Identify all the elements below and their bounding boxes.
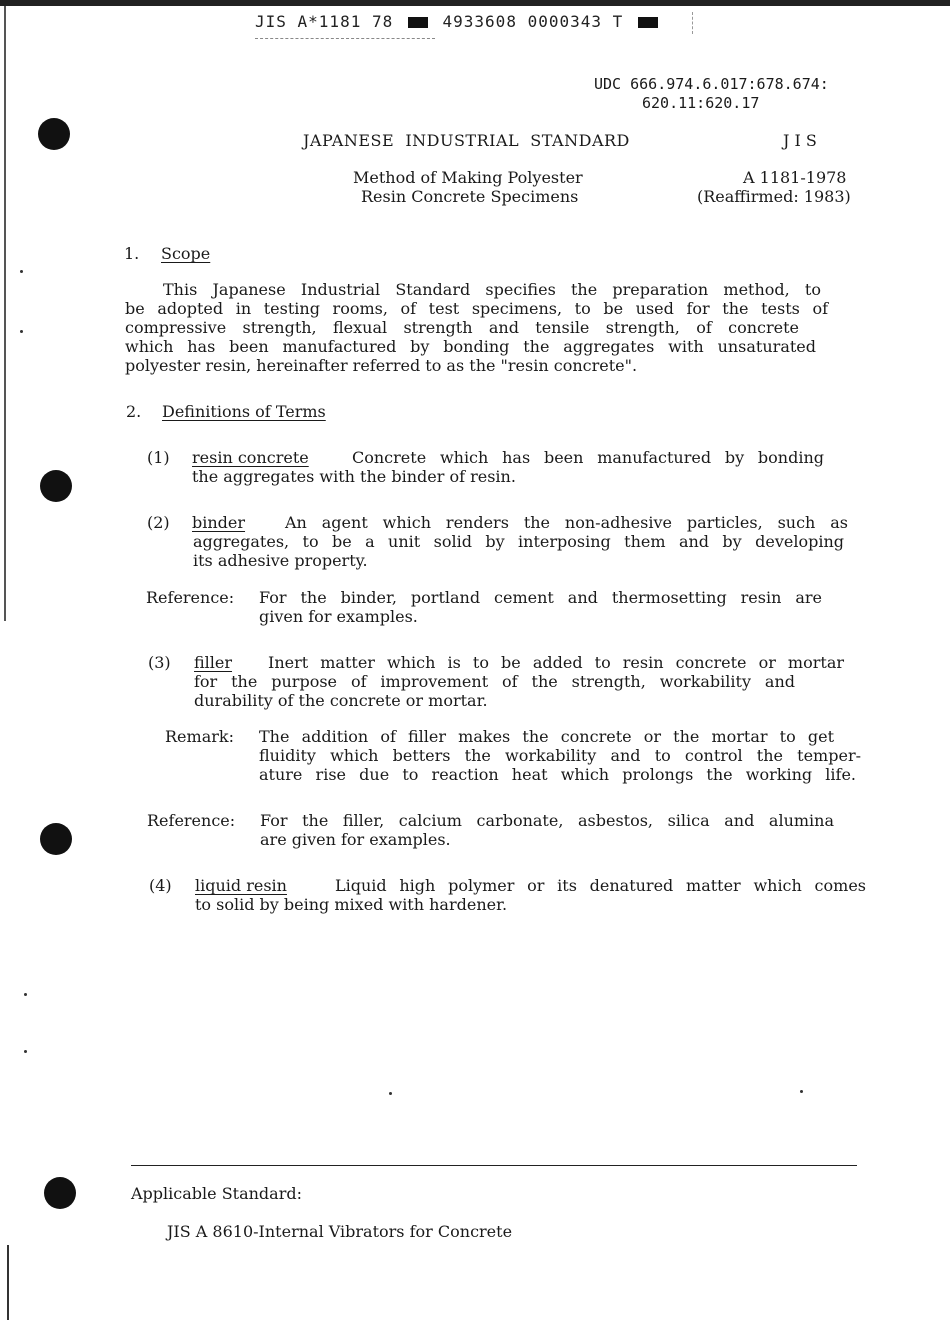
punch-hole xyxy=(38,118,70,150)
remark-text: ature rise due to reaction heat which prolongs the working life. xyxy=(259,765,856,784)
black-block-mark xyxy=(638,17,658,28)
def2-term: binder xyxy=(192,513,246,532)
def3-term: filler xyxy=(194,653,233,672)
scan-speck xyxy=(389,1092,392,1095)
applicable-standard-label: Applicable Standard: xyxy=(131,1184,302,1203)
scan-left-edge-bottom xyxy=(7,1245,9,1320)
def1-text: the aggregates with the binder of resin. xyxy=(192,467,516,486)
scope-line: which has been manufactured by bonding the aggregates with unsaturated xyxy=(125,337,816,356)
def1-text: Concrete which has been manufactured by bonding xyxy=(352,448,824,467)
def1-term: resin concrete xyxy=(192,448,309,467)
section1-heading: Scope xyxy=(161,244,211,263)
punch-hole xyxy=(40,470,72,502)
reference2-text: are given for examples. xyxy=(260,830,451,849)
standard-abbr: J I S xyxy=(783,131,817,150)
footer-divider xyxy=(131,1165,857,1166)
header-underline xyxy=(255,38,435,39)
def4-text: to solid by being mixed with hardener. xyxy=(195,895,508,914)
scan-speck xyxy=(20,270,23,273)
black-block-mark xyxy=(408,17,428,28)
section1-number: 1. xyxy=(124,244,140,263)
def1-number: (1) xyxy=(147,448,170,467)
reference2-text: For the filler, calcium carbonate, asbestos, silica and alumina xyxy=(260,811,834,830)
def3-text: for the purpose of improvement of the strength, workability and xyxy=(194,672,795,691)
standard-org: JAPANESE INDUSTRIAL STANDARD xyxy=(303,131,630,150)
def4-number: (4) xyxy=(149,876,172,895)
def3-text: durability of the concrete or mortar. xyxy=(194,691,488,710)
applicable-standard-item: JIS A 8610-Internal Vibrators for Concrete xyxy=(167,1222,513,1241)
udc-line2: 620.11:620.17 xyxy=(642,94,760,112)
def4-term: liquid resin xyxy=(195,876,287,895)
scan-left-edge xyxy=(4,6,6,621)
punch-hole xyxy=(44,1177,76,1209)
scan-header-code xyxy=(255,12,662,31)
scope-line: be adopted in testing rooms, of test specimens, to be used for the tests of xyxy=(125,299,828,318)
remark-text: The addition of filler makes the concrete or the mortar to get xyxy=(259,727,834,746)
scan-speck xyxy=(800,1090,803,1093)
reference2-label: Reference: xyxy=(147,811,236,830)
punch-hole xyxy=(40,823,72,855)
title-line1: Method of Making Polyester xyxy=(353,168,583,187)
scope-line: This Japanese Industrial Standard specifies the preparation method, to xyxy=(163,280,821,299)
title-line2: Resin Concrete Specimens xyxy=(361,187,579,206)
header-tick xyxy=(692,12,693,34)
def2-text: aggregates, to be a unit solid by interposing them and by developing xyxy=(193,532,844,551)
remark-label: Remark: xyxy=(165,727,234,746)
def2-text: An agent which renders the non-adhesive particles, such as xyxy=(285,513,848,532)
def2-number: (2) xyxy=(147,513,170,532)
scan-speck xyxy=(20,330,23,333)
scan-code-part2: 4933608 0000343 T xyxy=(442,12,624,31)
remark-text: fluidity which betters the workability and to control the temper- xyxy=(259,746,861,765)
scan-speck xyxy=(24,993,27,996)
standard-number: A 1181-1978 xyxy=(743,168,847,187)
scan-top-border xyxy=(0,0,950,6)
def4-text: Liquid high polymer or its denatured matter which comes xyxy=(335,876,866,895)
reference1-text: For the binder, portland cement and thermosetting resin are xyxy=(259,588,822,607)
reference1-label: Reference: xyxy=(146,588,235,607)
reaffirmed: (Reaffirmed: 1983) xyxy=(697,187,851,206)
section2-heading: Definitions of Terms xyxy=(162,402,326,421)
scan-speck xyxy=(24,1050,27,1053)
def2-text: its adhesive property. xyxy=(193,551,368,570)
reference1-text: given for examples. xyxy=(259,607,418,626)
section2-number: 2. xyxy=(126,402,142,421)
def3-text: Inert matter which is to be added to resin concrete or mortar xyxy=(268,653,844,672)
scope-line: compressive strength, flexual strength and tensile strength, of concrete xyxy=(125,318,799,337)
scan-code-part1: JIS A*1181 78 xyxy=(255,12,394,31)
udc-line1: UDC 666.974.6.017:678.674: xyxy=(594,75,829,93)
scope-line: polyester resin, hereinafter referred to as the "resin concrete". xyxy=(125,356,638,375)
def3-number: (3) xyxy=(148,653,171,672)
